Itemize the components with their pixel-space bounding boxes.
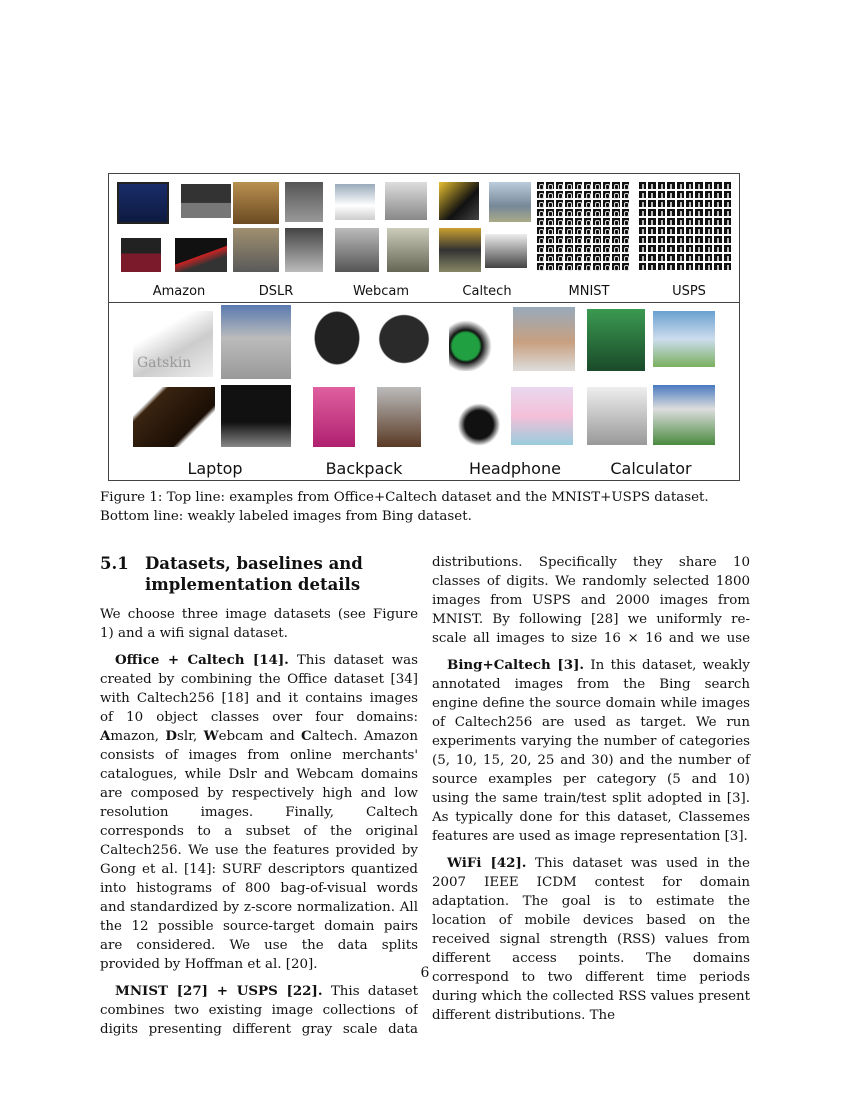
figure-caption: Figure 1: Top line: examples from Office+Caltech dataset and the MNIST+USPS dataset. Bottom line: weakly labeled images from Bing dataset. xyxy=(100,490,709,524)
bing-backpack-image-3 xyxy=(313,387,355,447)
webcam-image-1 xyxy=(335,184,375,220)
page-number: 6 xyxy=(420,965,430,981)
caltech-image-3 xyxy=(439,228,481,272)
bing-calculator-image-4 xyxy=(653,385,715,445)
bing-laptop-image-1 xyxy=(133,311,213,377)
caltech-image-2 xyxy=(489,182,531,222)
domain-label-mnist: MNIST xyxy=(568,284,610,299)
usps-digit-grid xyxy=(639,182,731,270)
dslr-image-2 xyxy=(285,182,323,222)
watermark-text: Gatskin xyxy=(137,355,192,371)
domain-label-dslr: DSLR xyxy=(258,284,294,299)
bing-backpack-image-2 xyxy=(373,309,435,369)
bing-caltech-paragraph: Bing+Caltech [3]. In this dataset, weakly annotated images from the Bing search engine define the source domain while images of Caltech256 are used as target. We run experiments varying the number of categories (5, 10, 15, 20, 25 and 30) and the number of source examples per category (5 and 10) using the same train/test split adopted in [3]. As typically done for this dataset, Classemes features are used as image representation [3]. xyxy=(432,657,750,844)
bing-headphone-image-1 xyxy=(449,309,505,371)
bing-laptop-image-2 xyxy=(221,305,291,379)
category-label-calculator: Calculator xyxy=(610,459,692,478)
webcam-image-3 xyxy=(335,228,379,272)
category-label-laptop: Laptop xyxy=(187,459,243,478)
dslr-image-4 xyxy=(285,228,323,272)
bing-headphone-image-2 xyxy=(513,307,575,371)
caltech-image-1 xyxy=(439,182,479,220)
office-caltech-paragraph: Office + Caltech [14]. This dataset was created by combining the Office dataset [34] with Caltech256 [18] and it contains images of 10 object classes over four domains: Amazon, Dslr, Webcam and Caltech. Amazon consists of images from online merchants' catalogues, while Dslr and Webcam domains are composed by respectively high and low resolution images. Finally, Caltech corresponds to a subset of the original Caltech256. We use the features provided by Gong et al. [14]: SURF descriptors quantized into histograms of 800 bag-of-visual words and standardized by z-score normalization. All the 12 possible source-target domain pairs are considered. We use the data splits provided by Hoffman et al. [20]. xyxy=(100,652,418,972)
domain-label-usps: USPS xyxy=(672,284,706,299)
mnist-usps-heading: MNIST [27] + USPS [22]. xyxy=(115,983,323,999)
mnist-usps-paragraph: MNIST [27] + USPS [22]. This dataset combines two existing image collections of digits presenting different gray scale data xyxy=(100,983,418,1037)
section-number: 5.1 xyxy=(100,554,129,573)
category-label-headphone: Headphone xyxy=(469,459,561,478)
mnist-usps-continued-text: distributions. Specifically they share 10 classes of digits. We randomly selected 1800 images from USPS and 2000 images from MNIST. By following [28] we uniformly re-scale all images to size 16 × 16 and we use xyxy=(432,555,750,646)
wifi-paragraph: WiFi [42]. This dataset was used in the 2007 IEEE ICDM contest for domain adaptation. The goal is to estimate the location of mobile devices based on the received signal strength (RSS) values from different access points. The domains correspond to two different time periods during which the collected RSS values present different distributions. The xyxy=(432,855,750,1023)
section-title: Datasets, baselines and implementation details xyxy=(145,554,363,594)
bing-headphone-image-3 xyxy=(457,383,501,447)
amazon-netbook-image xyxy=(121,238,161,272)
wifi-heading: WiFi [42]. xyxy=(447,855,527,871)
amazon-laptop-image-2 xyxy=(181,184,231,218)
dslr-image-3 xyxy=(233,228,279,272)
domain-label-webcam: Webcam xyxy=(352,284,410,299)
category-label-backpack: Backpack xyxy=(325,459,403,478)
bing-headphone-image-4 xyxy=(511,387,573,445)
bing-calculator-image-1 xyxy=(587,309,645,371)
intro-paragraph: We choose three image datasets (see Figure 1) and a wifi signal dataset. xyxy=(100,607,418,641)
bing-laptop-image-3 xyxy=(133,387,215,447)
webcam-image-4 xyxy=(387,228,429,272)
caltech-image-4 xyxy=(485,234,527,268)
domain-label-amazon: Amazon xyxy=(152,284,206,299)
office-caltech-heading: Office + Caltech [14]. xyxy=(115,652,289,668)
bing-backpack-image-1 xyxy=(309,305,365,371)
webcam-image-2 xyxy=(385,182,427,220)
amazon-laptop-image xyxy=(117,182,169,224)
mnist-digit-grid xyxy=(537,182,629,270)
bing-calculator-image-3 xyxy=(587,387,647,445)
dslr-image-1 xyxy=(233,182,279,224)
domain-label-caltech: Caltech xyxy=(462,284,512,299)
figure-1 xyxy=(108,173,740,481)
amazon-laptop-image-3 xyxy=(175,238,227,272)
bing-backpack-image-4 xyxy=(377,387,421,447)
section-heading xyxy=(100,553,418,595)
bing-calculator-image-2 xyxy=(653,311,715,367)
right-column xyxy=(432,553,750,1033)
mnist-usps-continued xyxy=(432,553,750,648)
bing-caltech-heading: Bing+Caltech [3]. xyxy=(447,657,585,673)
figure-bottom-row xyxy=(109,303,739,480)
bing-laptop-image-4 xyxy=(221,385,291,447)
figure-top-row xyxy=(109,174,739,303)
